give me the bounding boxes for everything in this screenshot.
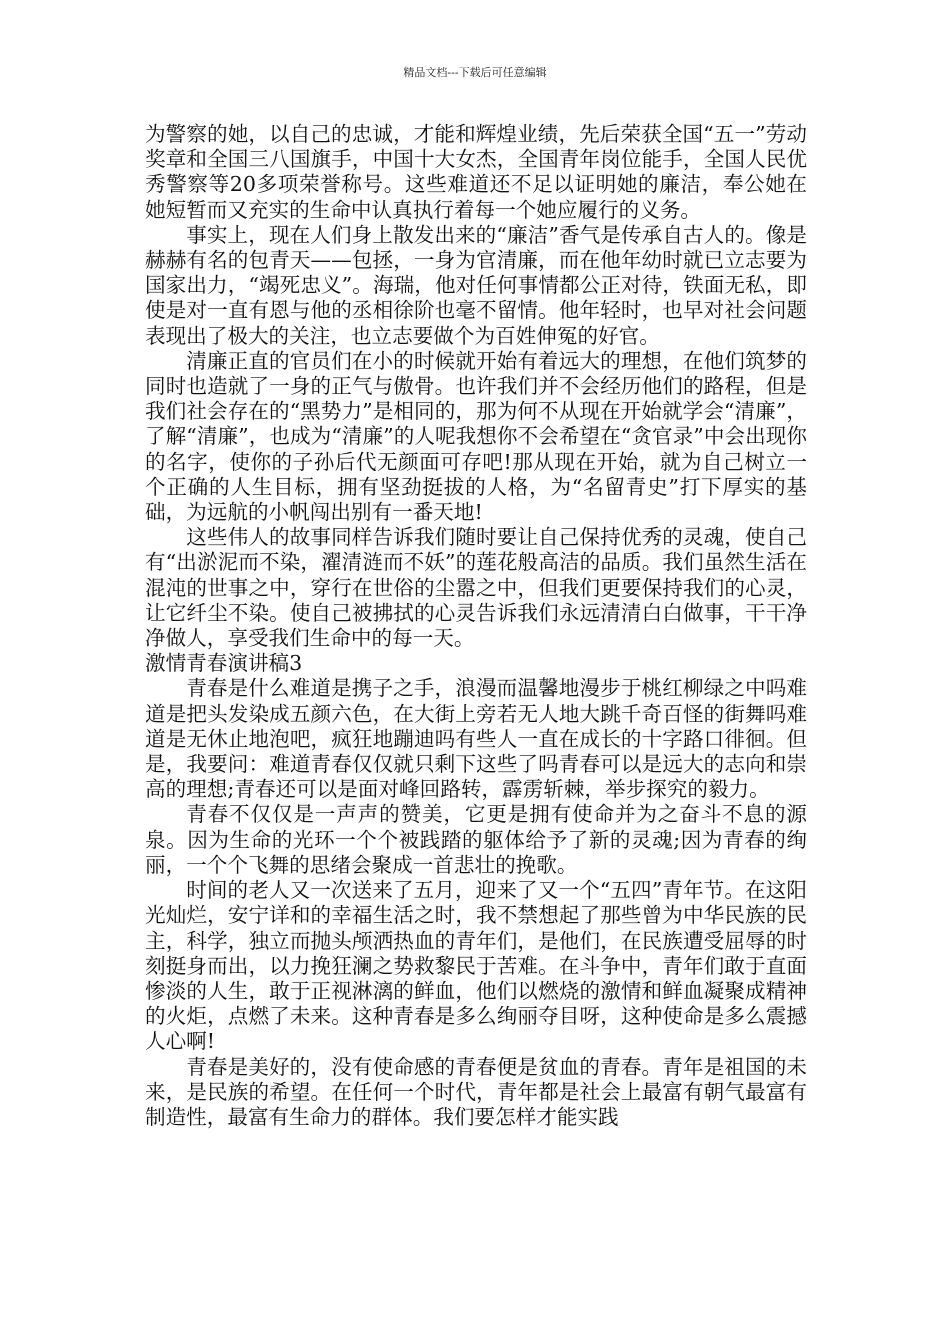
- paragraph-1: 为警察的她，以自己的忠诚，才能和辉煌业绩，先后荣获全国“五一”劳动奖章和全国三八国旗手，中国十大女杰，全国青年岗位能手，全国人民优秀警察等20多项荣誉称号。这些难道还不足以证明她的廉洁，奉公她在她短暂而又充实的生命中认真执行着每一个她应履行的义务。: [145, 122, 807, 222]
- paragraph-6: 青春不仅仅是一声声的赞美，它更是拥有使命并为之奋斗不息的源泉。因为生命的光环一个个被践踏的躯体给予了新的灵魂;因为青春的绚丽，一个个飞舞的思绪会聚成一首悲壮的挽歌。: [145, 802, 807, 877]
- paragraph-2: 事实上，现在人们身上散发出来的“廉洁”香气是传承自古人的。像是赫赫有名的包青天——包拯，一身为官清廉，而在他年幼时就已立志要为国家出力，“竭死忠义”。海瑞，他对任何事情都公正对待，铁面无私，即使是对一直有恩与他的丞相徐阶也毫不留情。他年轻时，也早对社会问题表现出了极大的关注，也立志要做个为百姓伸冤的好官。: [145, 222, 807, 348]
- page-header: 精品文档---下载后可任意编辑: [403, 66, 547, 79]
- paragraph-3: 清廉正直的官员们在小的时候就开始有着远大的理想，在他们筑梦的同时也造就了一身的正气与傲骨。也许我们并不会经历他们的路程，但是我们社会存在的“黑势力”是相同的，那为何不从现在开始就学会“清廉”，了解“清廉”，也成为“清廉”的人呢我想你不会希望在“贪官录”中会出现你的名字，使你的子孙后代无颜面可存吧!那从现在开始，就为自己树立一个正确的人生目标，拥有坚劲挺拔的人格，为“名留青史”打下厚实的基础，为远航的小帆闯出别有一番天地!: [145, 348, 807, 525]
- paragraph-4: 这些伟人的故事同样告诉我们随时要让自己保持优秀的灵魂，使自己有“出淤泥而不染，濯清涟而不妖”的莲花般高洁的品质。我们虽然生活在混沌的世事之中，穿行在世俗的尘嚣之中，但我们更要保持我们的心灵，让它纤尘不染。使自己被拂拭的心灵告诉我们永远清清白白做事，干干净净做人，享受我们生命中的每一天。: [145, 525, 807, 651]
- paragraph-5: 青春是什么难道是携子之手，浪漫而温馨地漫步于桃红柳绿之中吗难道是把头发染成五颜六色，在大街上旁若无人地大跳千奇百怪的街舞吗难道是无休止地泡吧，疯狂地蹦迪吗有些人一直在成长的十字路口徘徊。但是，我要问：难道青春仅仅就只剩下这些了吗青春可以是远大的志向和崇高的理想;青春还可以是面对峰回路转，霹雳斩棘，举步探究的毅力。: [145, 676, 807, 802]
- paragraph-8: 青春是美好的，没有使命感的青春便是贫血的青春。青年是祖国的未来，是民族的希望。在任何一个时代，青年都是社会上最富有朝气最富有制造性，最富有生命力的群体。我们要怎样才能实践: [145, 1054, 807, 1129]
- section-title: 激情青春演讲稿3: [145, 651, 303, 676]
- paragraph-7: 时间的老人又一次送来了五月，迎来了又一个“五四”青年节。在这阳光灿烂，安宁详和的幸福生活之时，我不禁想起了那些曾为中华民族的民主，科学，独立而抛头颅洒热血的青年们，是他们，在民族遭受屈辱的时刻挺身而出，以力挽狂澜之势救黎民于苦难。在斗争中，青年们敢于直面惨淡的人生，敢于正视淋漓的鲜血，他们以燃烧的激情和鲜血凝聚成精神的火炬，点燃了未来。这种青春是多么绚丽夺目呀，这种使命是多么震撼人心啊!: [145, 878, 807, 1054]
- document-body: [145, 122, 807, 1130]
